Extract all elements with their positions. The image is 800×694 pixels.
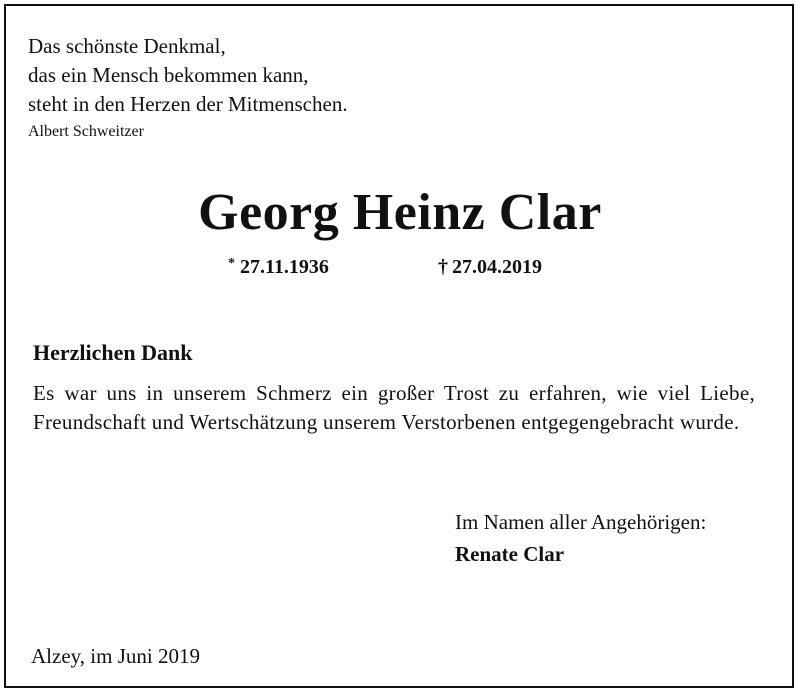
birth-info (228, 256, 329, 279)
quote-author: Albert Schweitzer (28, 123, 144, 140)
deceased-name: Georg Heinz Clar (198, 184, 602, 241)
quote-line: Das schönste Denkmal, (28, 34, 226, 58)
death-info (438, 256, 542, 279)
signer-name: Renate Clar (455, 542, 565, 566)
place-date: Alzey, im Juni 2019 (31, 644, 200, 668)
quote-line: das ein Mensch bekommen kann, (28, 63, 309, 87)
thanks-heading: Herzlichen Dank (33, 340, 193, 365)
thanks-text: Es war uns in unserem Schmerz ein großer Trost zu erfahren, wie viel Liebe, Freundschaft und Wertschätzung unserem Verstorbenen entgegengebracht wurde. (33, 381, 755, 434)
birth-date: 27.11.1936 (240, 256, 329, 278)
death-date: 27.04.2019 (452, 256, 542, 278)
quote-line: steht in den Herzen der Mitmenschen. (28, 92, 348, 116)
signature-intro: Im Namen aller Angehörigen: (455, 510, 707, 534)
quote (28, 32, 348, 119)
birth-star-icon: * (228, 256, 235, 271)
death-cross-icon: † (438, 256, 448, 278)
